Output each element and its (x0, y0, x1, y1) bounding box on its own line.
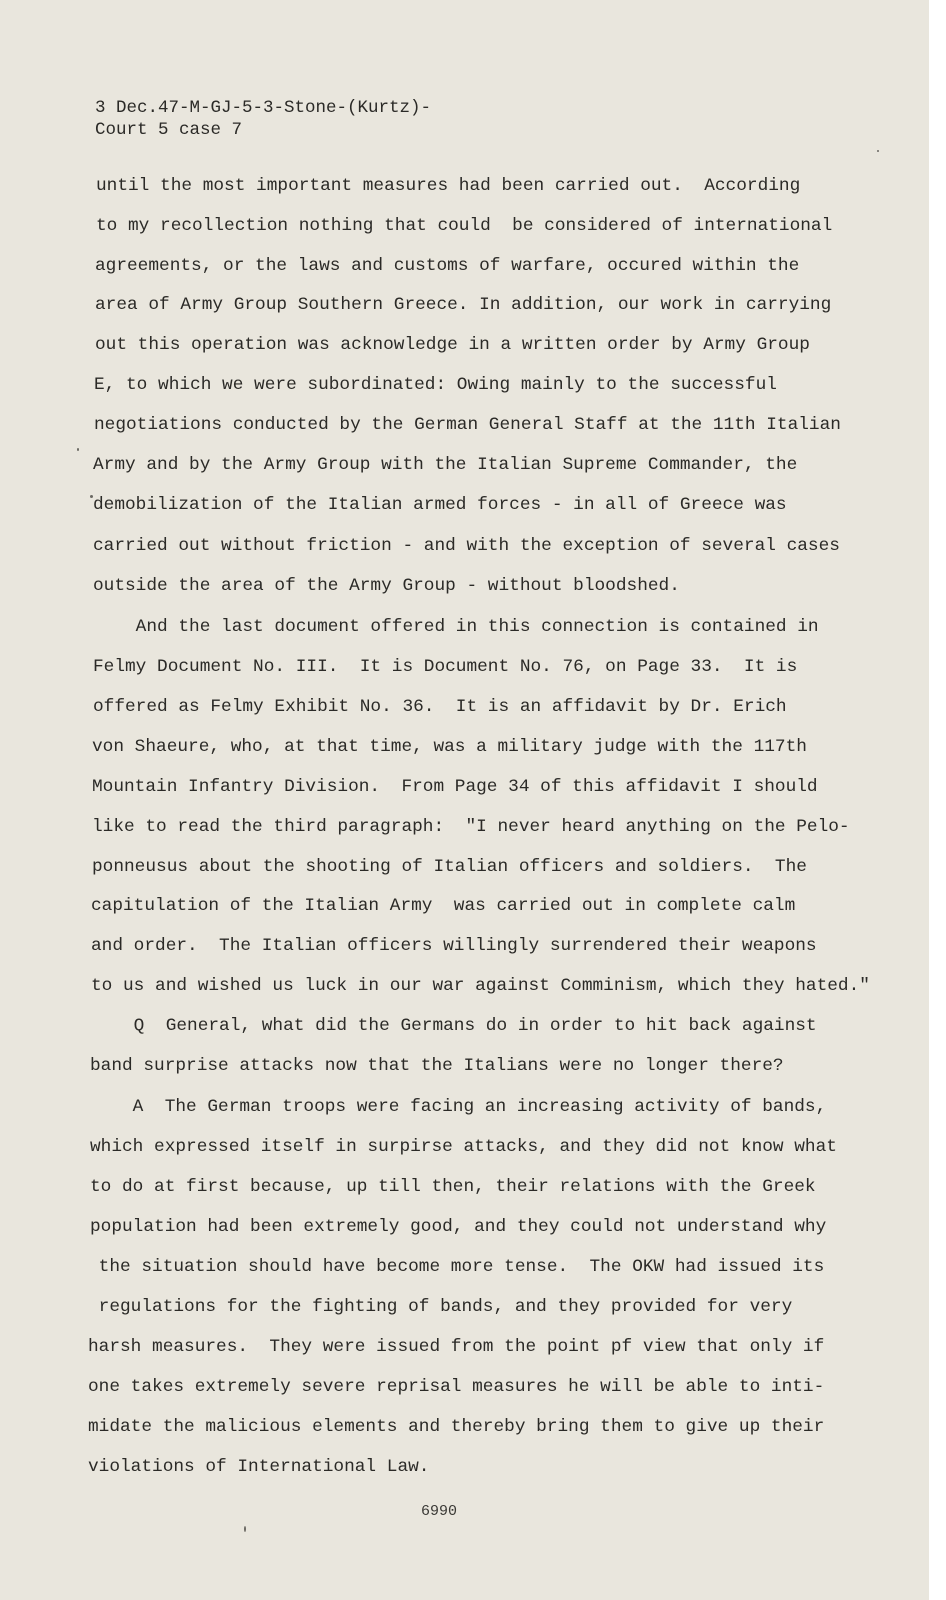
body-line: Army and by the Army Group with the Italian Supreme Commander, the (93, 455, 798, 475)
body-line: harsh measures. They were issued from the point pf view that only if (88, 1337, 825, 1357)
paper-speck (77, 448, 79, 451)
header-court-line: Court 5 case 7 (95, 120, 243, 140)
body-line: capitulation of the Italian Army was carried out in complete calm (91, 896, 796, 916)
body-line: outside the area of the Army Group - without bloodshed. (93, 576, 680, 596)
body-line: the situation should have become more tense. The OKW had issued its (88, 1257, 825, 1277)
body-line: And the last document offered in this connection is contained in (93, 617, 819, 637)
body-line: Mountain Infantry Division. From Page 34 of this affidavit I should (92, 777, 818, 797)
body-line: to us and wished us luck in our war against Comminism, which they hated." (91, 976, 870, 996)
body-line: violations of International Law. (88, 1457, 430, 1477)
paper-speck (90, 495, 93, 498)
header-docket-line: 3 Dec.47-M-GJ-5-3-Stone-(Kurtz)- (95, 98, 432, 118)
body-line: von Shaeure, who, at that time, was a military judge with the 117th (92, 737, 807, 757)
body-line: until the most important measures had been carried out. According (96, 176, 801, 196)
body-line: Felmy Document No. III. It is Document No. 76, on Page 33. It is (93, 657, 798, 677)
body-line: which expressed itself in surpirse attacks, and they did not know what (90, 1137, 837, 1157)
body-line: to do at first because, up till then, their relations with the Greek (90, 1177, 816, 1197)
page-number: 6990 (421, 1503, 458, 1520)
body-line: demobilization of the Italian armed forces - in all of Greece was (93, 495, 787, 515)
body-line: carried out without friction - and with the exception of several cases (93, 536, 840, 556)
body-line: agreements, or the laws and customs of warfare, occured within the (95, 256, 800, 276)
body-line: negotiations conducted by the German General Staff at the 11th Italian (94, 415, 841, 435)
paper-speck (877, 150, 879, 152)
body-line: Q General, what did the Germans do in order to hit back against (91, 1016, 817, 1036)
body-line: one takes extremely severe reprisal measures he will be able to inti- (88, 1377, 825, 1397)
body-line: E, to which we were subordinated: Owing mainly to the successful (94, 375, 777, 395)
body-line: out this operation was acknowledge in a written order by Army Group (95, 335, 810, 355)
body-line: band surprise attacks now that the Italians were no longer there? (90, 1056, 784, 1076)
body-line: midate the malicious elements and thereby bring them to give up their (88, 1417, 825, 1437)
body-line: offered as Felmy Exhibit No. 36. It is an affidavit by Dr. Erich (93, 697, 787, 717)
body-line: like to read the third paragraph: "I never heard anything on the Pelo- (92, 817, 850, 837)
paper-speck (244, 1526, 246, 1532)
body-line: to my recollection nothing that could be considered of international (96, 216, 833, 236)
body-line: population had been extremely good, and they could not understand why (90, 1217, 827, 1237)
body-line: regulations for the fighting of bands, and they provided for very (88, 1297, 793, 1317)
body-line: area of Army Group Southern Greece. In addition, our work in carrying (95, 295, 832, 315)
body-line: ponneusus about the shooting of Italian officers and soldiers. The (92, 857, 807, 877)
body-line: A The German troops were facing an increasing activity of bands, (90, 1097, 827, 1117)
body-line: and order. The Italian officers willingly surrendered their weapons (91, 936, 817, 956)
